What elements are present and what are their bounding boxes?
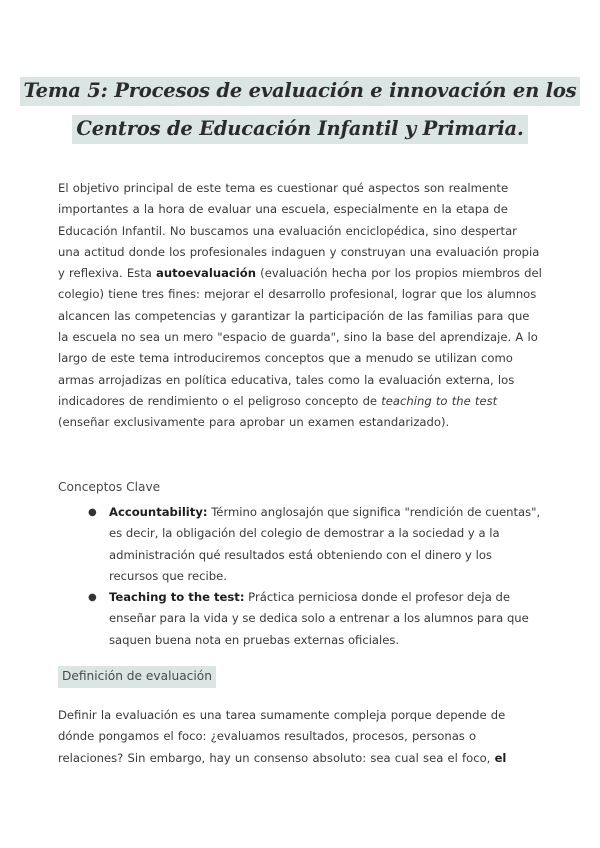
list-item (58, 502, 542, 587)
page-title (0, 74, 600, 150)
bullet-icon: ● (88, 507, 97, 518)
definition-heading (58, 669, 216, 683)
intro-text-1: El objetivo principal de este tema es cuestionar qué aspectos son realmente importantes a la hora de evaluar una escuela, especialmente en la etapa de Educación Infantil. No buscamos una evaluación enciclopédica, sino despertar una actitud donde los profesionales indaguen y construyan una evaluación propia y reflexiva. Esta (58, 181, 540, 281)
list-item-text: Término anglosajón que significa "rendición de cuentas", es decir, la obligación del colegio de demostrar a la sociedad y a la administración qué resultados está obteniendo con el dinero y los recursos que recibe. (109, 505, 541, 583)
title-line-1: Tema 5: Procesos de evaluación e innovación en los (20, 77, 581, 106)
intro-paragraph (58, 178, 542, 434)
definition-paragraph (58, 705, 542, 769)
intro-text-2: (evaluación hecha por los propios miembros del colegio) tiene tres fines: mejorar el desarrollo profesional, lograr que los alumnos alcancen las competencias y garantizar la participación de las familias para que la escuela no sea un mero "espacio de guarda", sino la base del aprendizaje. A lo largo de este tema introduciremos conceptos que a menudo se utilizan como armas arrojadizas en política educativa, tales como la evaluación externa, los indicadores de rendimiento o el peligroso concepto de (58, 266, 542, 408)
intro-italic-teaching: teaching to the test (381, 393, 498, 408)
intro-bold-autoevaluacion: autoevaluación (156, 266, 256, 281)
title-line-2: Centros de Educación Infantil y Primaria. (72, 115, 527, 144)
definition-text-1: Definir la evaluación es una tarea sumamente compleja porque depende de dónde pongamos el foco: ¿evaluamos resultados, procesos, personas o relaciones? Sin embargo, hay un consenso absoluto: sea cual sea el foco, (58, 708, 506, 765)
definition-bold-el: el (494, 750, 507, 765)
bullet-icon: ● (88, 592, 97, 604)
list-item-term: Teaching to the test: (109, 590, 245, 605)
intro-text-3: (enseñar exclusivamente para aprobar un examen estandarizado). (58, 415, 450, 430)
list-item (58, 587, 542, 651)
concepts-list (58, 502, 542, 651)
concepts-heading: Conceptos Clave (58, 480, 161, 494)
list-item-term: Accountability: (109, 505, 208, 519)
list-item-text: Práctica perniciosa donde el profesor deja de enseñar para la vida y se dedica solo a entrenar a los alumnos para que saquen buena nota en pruebas externas oficiales. (109, 590, 529, 647)
definition-heading-label: Definición de evaluación (58, 666, 216, 688)
